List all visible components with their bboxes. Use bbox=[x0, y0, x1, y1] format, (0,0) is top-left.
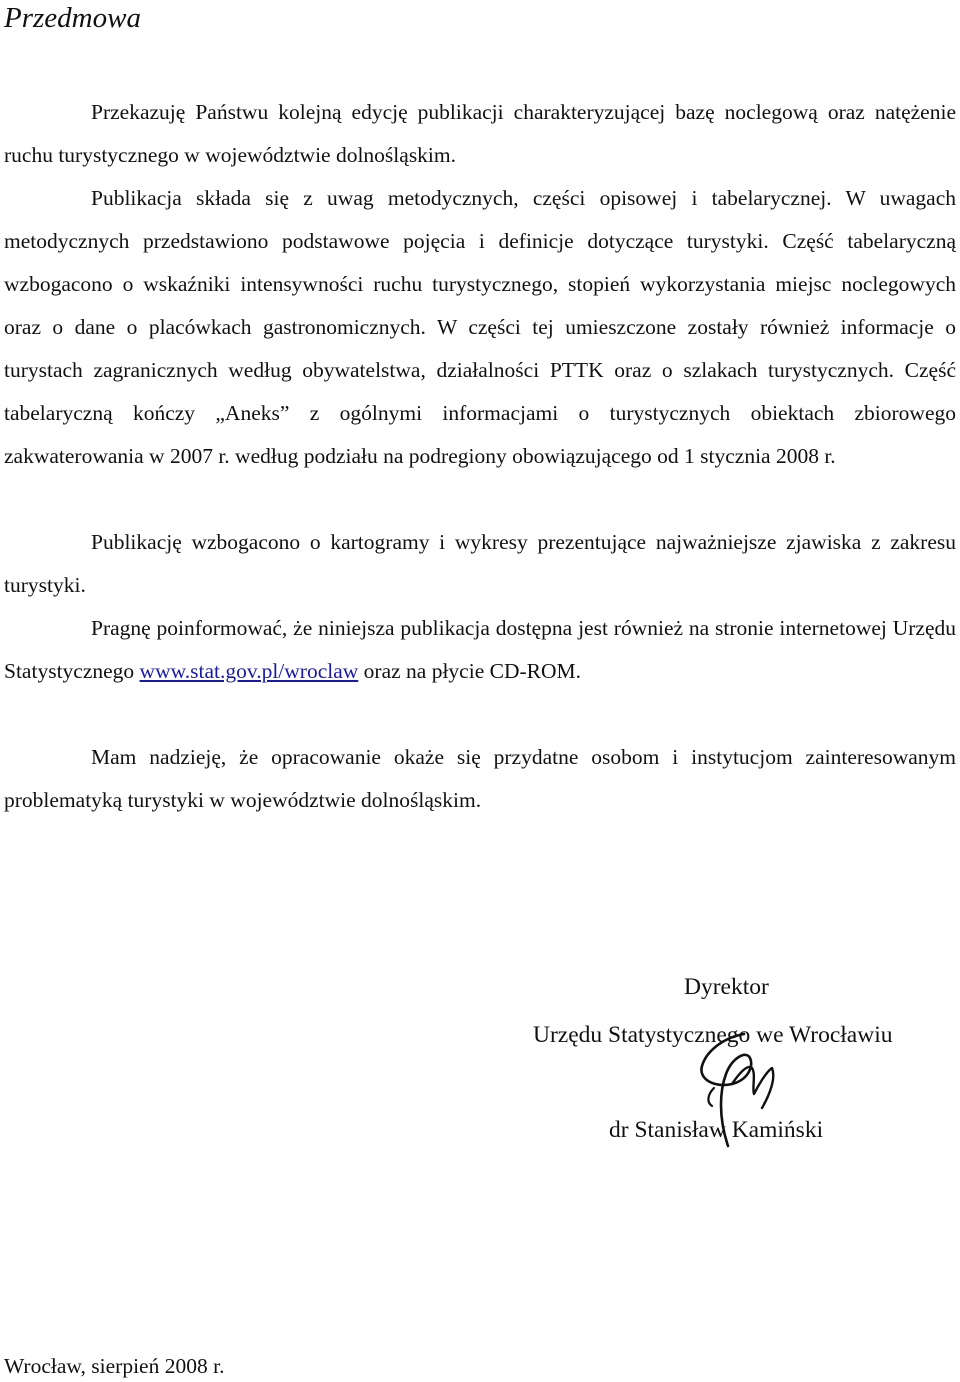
website-link[interactable]: www.stat.gov.pl/wroclaw bbox=[139, 659, 359, 683]
page-title: Przedmowa bbox=[4, 2, 141, 34]
signatory-office: Urzędu Statystycznego we Wrocławiu bbox=[533, 1022, 893, 1048]
paragraph-text: Publikacja składa się z uwag metodycznych, części opisowej i tabelarycznej. W uwagach metodycznych przedstawiono podstawowe pojęcia i definicje dotyczące turystyki. Część tabelaryczną wzbogacono o wskaźniki intensywności ruchu turystycznego, stopień wykorzystania miejsc noclegowych oraz o dane o placówkach gastronomicznych. W części tej umieszczone zostały również informacje o turystach zagranicznych według obywatelstwa, działalności PTTK oraz o szlakach turystycznych. Część tabelaryczną kończy „Aneks” z ogólnymi informacjami o turystycznych obiektach zbiorowego zakwaterowania w 2007 r. według podziału na podregiony obowiązującego od 1 stycznia 2008 r. bbox=[4, 186, 956, 468]
online-text-before-link: Pragnę poinformować, że niniejsza publikacja dostępna jest również na stronie internetowej Urzędu Statystycznego bbox=[4, 616, 956, 683]
online-text-after-link: oraz na płycie CD-ROM. bbox=[358, 659, 582, 683]
closing-paragraph bbox=[4, 736, 956, 822]
online-availability-paragraph bbox=[4, 607, 956, 693]
cartograms-paragraph bbox=[4, 521, 956, 607]
paragraph-text: Publikację wzbogacono o kartogramy i wykresy prezentujące najważniejsze zjawiska z zakresu turystyki. bbox=[4, 530, 956, 597]
intro-paragraph bbox=[4, 91, 956, 177]
paragraph-text: Mam nadzieję, że opracowanie okaże się przydatne osobom i instytucjom zainteresowanym problematyką turystyki w województwie dolnośląskim. bbox=[4, 745, 956, 812]
paragraph-text: Przekazuję Państwu kolejną edycję publikacji charakteryzującej bazę noclegową oraz natężenie ruchu turystycznego w województwie dolnośląskim. bbox=[4, 100, 956, 167]
signatory-name: dr Stanisław Kamiński bbox=[609, 1117, 824, 1143]
signatory-role: Dyrektor bbox=[684, 974, 769, 1000]
place-and-date: Wrocław, sierpień 2008 r. bbox=[4, 1354, 225, 1378]
publication-contents-paragraph bbox=[4, 177, 956, 478]
paragraph-text bbox=[4, 607, 956, 693]
